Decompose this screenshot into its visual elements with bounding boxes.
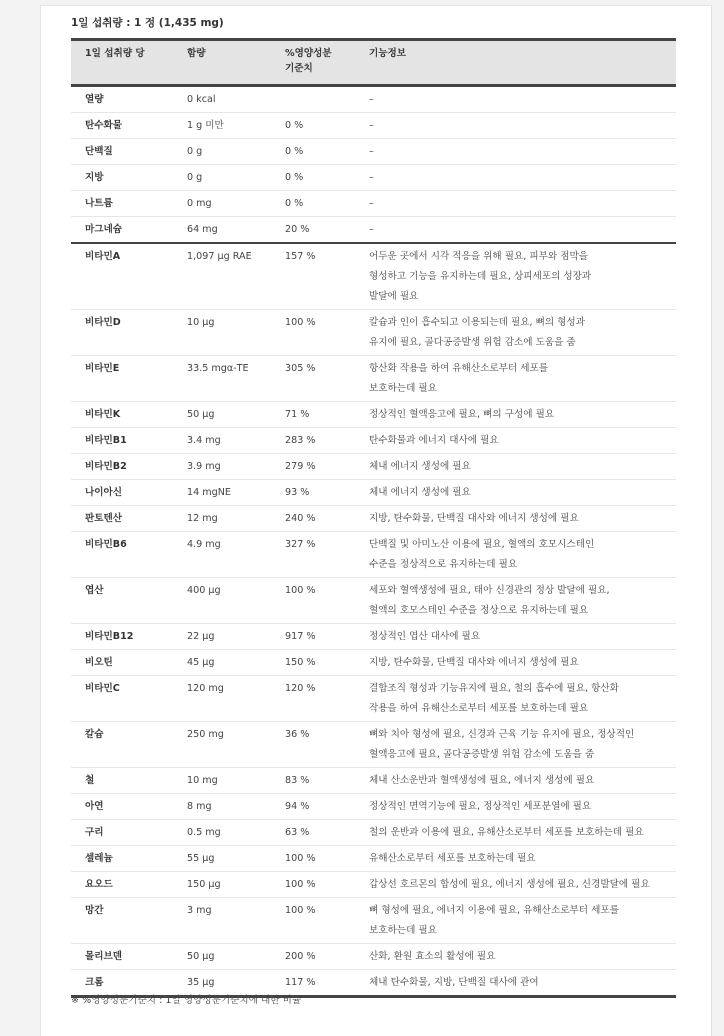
nutrient-name: 망간 — [71, 898, 187, 944]
nutrient-amount: 50 µg — [187, 944, 285, 970]
table-row — [71, 402, 676, 428]
nutrition-panel — [40, 5, 712, 1036]
nutrient-pct: 93 % — [285, 480, 369, 506]
nutrient-info: 어두운 곳에서 시각 적응을 위해 필요, 피부와 점막을 형성하고 기능을 유지하는데 필요, 상피세포의 성장과 발달에 필요 — [369, 243, 676, 310]
nutrient-amount: 45 µg — [187, 650, 285, 676]
nutrient-pct: 83 % — [285, 768, 369, 794]
nutrient-info: 산화, 환원 효소의 활성에 필요 — [369, 944, 676, 970]
nutrient-pct: 157 % — [285, 243, 369, 310]
table-row — [71, 898, 676, 944]
table-row — [71, 768, 676, 794]
table-row — [71, 139, 676, 165]
nutrient-name: 칼슘 — [71, 722, 187, 768]
nutrient-pct: 150 % — [285, 650, 369, 676]
nutrient-pct: 0 % — [285, 139, 369, 165]
nutrient-amount: 35 µg — [187, 970, 285, 997]
nutrient-info: 결합조직 형성과 기능유지에 필요, 철의 흡수에 필요, 항산화 작용을 하여 유해산소로부터 세포를 보호하는데 필요 — [369, 676, 676, 722]
nutrient-pct: 917 % — [285, 624, 369, 650]
nutrient-amount: 64 mg — [187, 217, 285, 244]
nutrient-name: 비타민A — [71, 243, 187, 310]
nutrient-name: 판토텐산 — [71, 506, 187, 532]
nutrient-pct: 100 % — [285, 846, 369, 872]
nutrient-info: – — [369, 113, 676, 139]
nutrient-name: 구리 — [71, 820, 187, 846]
nutrient-pct: 94 % — [285, 794, 369, 820]
nutrient-amount: 0 mg — [187, 191, 285, 217]
nutrient-name: 비타민B6 — [71, 532, 187, 578]
table-row — [71, 624, 676, 650]
nutrient-pct: 120 % — [285, 676, 369, 722]
table-row — [71, 506, 676, 532]
nutrient-amount: 150 µg — [187, 872, 285, 898]
nutrient-name: 몰리브덴 — [71, 944, 187, 970]
nutrient-amount: 3 mg — [187, 898, 285, 944]
nutrient-amount: 3.4 mg — [187, 428, 285, 454]
nutrient-pct: 327 % — [285, 532, 369, 578]
nutrient-pct: 0 % — [285, 165, 369, 191]
header-amount: 함량 — [187, 40, 285, 86]
footnote: ※ %영양성분기준치 : 1일 영양성분기준치에 대한 비율 — [71, 995, 302, 1006]
header-name: 1일 섭취량 당 — [71, 40, 187, 86]
nutrient-amount: 1 g 미만 — [187, 113, 285, 139]
nutrient-name: 열량 — [71, 86, 187, 113]
table-row — [71, 820, 676, 846]
nutrient-pct: 71 % — [285, 402, 369, 428]
nutrient-amount: 33.5 mgα-TE — [187, 356, 285, 402]
nutrient-pct: 279 % — [285, 454, 369, 480]
nutrient-name: 요오드 — [71, 872, 187, 898]
nutrient-pct: 36 % — [285, 722, 369, 768]
nutrient-name: 나이아신 — [71, 480, 187, 506]
nutrient-amount: 50 µg — [187, 402, 285, 428]
nutrient-info: 탄수화물과 에너지 대사에 필요 — [369, 428, 676, 454]
nutrient-pct: 200 % — [285, 944, 369, 970]
table-row — [71, 794, 676, 820]
nutrient-info: 갑상선 호르몬의 합성에 필요, 에너지 생성에 필요, 신경발달에 필요 — [369, 872, 676, 898]
nutrient-amount: 4.9 mg — [187, 532, 285, 578]
nutrient-pct: 20 % — [285, 217, 369, 244]
table-row — [71, 722, 676, 768]
nutrient-info: 체내 탄수화물, 지방, 단백질 대사에 관여 — [369, 970, 676, 997]
nutrient-amount: 0 g — [187, 165, 285, 191]
nutrient-info: 체내 에너지 생성에 필요 — [369, 454, 676, 480]
table-row — [71, 113, 676, 139]
nutrient-info: 뼈 형성에 필요, 에너지 이용에 필요, 유해산소로부터 세포를 보호하는데 필요 — [369, 898, 676, 944]
table-row — [71, 872, 676, 898]
nutrient-info: 칼슘과 인이 흡수되고 이용되는데 필요, 뼈의 형성과 유지에 필요, 골다공증발생 위험 감소에 도움을 줌 — [369, 310, 676, 356]
nutrient-name: 탄수화물 — [71, 113, 187, 139]
nutrient-name: 셀레늄 — [71, 846, 187, 872]
nutrient-name: 비타민B12 — [71, 624, 187, 650]
table-row — [71, 532, 676, 578]
nutrient-info: – — [369, 86, 676, 113]
serving-size: 1일 섭취량 : 1 정 (1,435 mg) — [71, 17, 224, 29]
table-row — [71, 428, 676, 454]
nutrient-info: – — [369, 139, 676, 165]
nutrient-amount: 12 mg — [187, 506, 285, 532]
nutrient-name: 엽산 — [71, 578, 187, 624]
nutrient-amount: 0 kcal — [187, 86, 285, 113]
nutrient-name: 비타민C — [71, 676, 187, 722]
nutrient-pct: 100 % — [285, 872, 369, 898]
nutrient-name: 비타민B2 — [71, 454, 187, 480]
nutrient-name: 비타민E — [71, 356, 187, 402]
nutrient-info: 지방, 탄수화물, 단백질 대사와 에너지 생성에 필요 — [369, 650, 676, 676]
nutrient-amount: 0 g — [187, 139, 285, 165]
table-row — [71, 846, 676, 872]
nutrient-info: – — [369, 191, 676, 217]
nutrient-info: – — [369, 165, 676, 191]
nutrient-amount: 0.5 mg — [187, 820, 285, 846]
table-row — [71, 454, 676, 480]
nutrient-amount: 120 mg — [187, 676, 285, 722]
nutrient-info: 유해산소로부터 세포를 보호하는데 필요 — [369, 846, 676, 872]
nutrient-name: 비타민K — [71, 402, 187, 428]
nutrient-info: – — [369, 217, 676, 244]
table-row — [71, 480, 676, 506]
header-info: 기능정보 — [369, 40, 676, 86]
table-row — [71, 944, 676, 970]
table-row — [71, 217, 676, 244]
nutrient-info: 체내 에너지 생성에 필요 — [369, 480, 676, 506]
nutrient-info: 단백질 및 아미노산 이용에 필요, 혈액의 호모시스테인 수준을 정상적으로 유지하는데 필요 — [369, 532, 676, 578]
table-row — [71, 356, 676, 402]
nutrient-amount: 22 µg — [187, 624, 285, 650]
nutrient-info: 정상적인 엽산 대사에 필요 — [369, 624, 676, 650]
table-header — [71, 40, 676, 86]
nutrient-amount: 8 mg — [187, 794, 285, 820]
table-row — [71, 310, 676, 356]
nutrient-name: 비오틴 — [71, 650, 187, 676]
nutrient-info: 정상적인 면역기능에 필요, 정상적인 세포분열에 필요 — [369, 794, 676, 820]
nutrition-table — [71, 38, 676, 998]
nutrient-info: 항산화 작용을 하여 유해산소로부터 세포를 보호하는데 필요 — [369, 356, 676, 402]
nutrient-pct: 283 % — [285, 428, 369, 454]
nutrient-amount: 1,097 µg RAE — [187, 243, 285, 310]
nutrient-amount: 400 µg — [187, 578, 285, 624]
nutrient-pct — [285, 86, 369, 113]
nutrient-name: 나트륨 — [71, 191, 187, 217]
nutrient-info: 세포와 혈액생성에 필요, 태아 신경관의 정상 발달에 필요, 혈액의 호모스테인 수준을 정상으로 유지하는데 필요 — [369, 578, 676, 624]
nutrient-name: 철 — [71, 768, 187, 794]
nutrient-name: 크롬 — [71, 970, 187, 997]
nutrient-pct: 0 % — [285, 191, 369, 217]
nutrient-info: 체내 산소운반과 혈액생성에 필요, 에너지 생성에 필요 — [369, 768, 676, 794]
table-row — [71, 578, 676, 624]
nutrient-pct: 117 % — [285, 970, 369, 997]
table-row — [71, 243, 676, 310]
nutrient-amount: 55 µg — [187, 846, 285, 872]
nutrient-amount: 250 mg — [187, 722, 285, 768]
nutrient-amount: 10 mg — [187, 768, 285, 794]
nutrient-info: 지방, 탄수화물, 단백질 대사와 에너지 생성에 필요 — [369, 506, 676, 532]
table-row — [71, 191, 676, 217]
header-pct: %영양성분 기준치 — [285, 40, 369, 86]
nutrient-name: 비타민B1 — [71, 428, 187, 454]
nutrient-name: 마그네슘 — [71, 217, 187, 244]
nutrient-pct: 100 % — [285, 310, 369, 356]
table-row — [71, 650, 676, 676]
table-row — [71, 676, 676, 722]
nutrient-amount: 14 mgNE — [187, 480, 285, 506]
table-row — [71, 86, 676, 113]
nutrient-info: 정상적인 혈액응고에 필요, 뼈의 구성에 필요 — [369, 402, 676, 428]
nutrient-pct: 240 % — [285, 506, 369, 532]
nutrient-pct: 63 % — [285, 820, 369, 846]
nutrient-info: 뼈와 치아 형성에 필요, 신경과 근육 기능 유지에 필요, 정상적인 혈액응고에 필요, 골다공증발생 위험 감소에 도움을 줌 — [369, 722, 676, 768]
nutrient-info: 철의 운반과 이용에 필요, 유해산소로부터 세포를 보호하는데 필요 — [369, 820, 676, 846]
nutrient-name: 아연 — [71, 794, 187, 820]
nutrient-amount: 10 µg — [187, 310, 285, 356]
nutrient-name: 지방 — [71, 165, 187, 191]
nutrient-pct: 305 % — [285, 356, 369, 402]
table-row — [71, 165, 676, 191]
nutrient-amount: 3.9 mg — [187, 454, 285, 480]
nutrient-pct: 100 % — [285, 578, 369, 624]
nutrient-pct: 0 % — [285, 113, 369, 139]
nutrient-name: 비타민D — [71, 310, 187, 356]
nutrient-pct: 100 % — [285, 898, 369, 944]
nutrient-name: 단백질 — [71, 139, 187, 165]
